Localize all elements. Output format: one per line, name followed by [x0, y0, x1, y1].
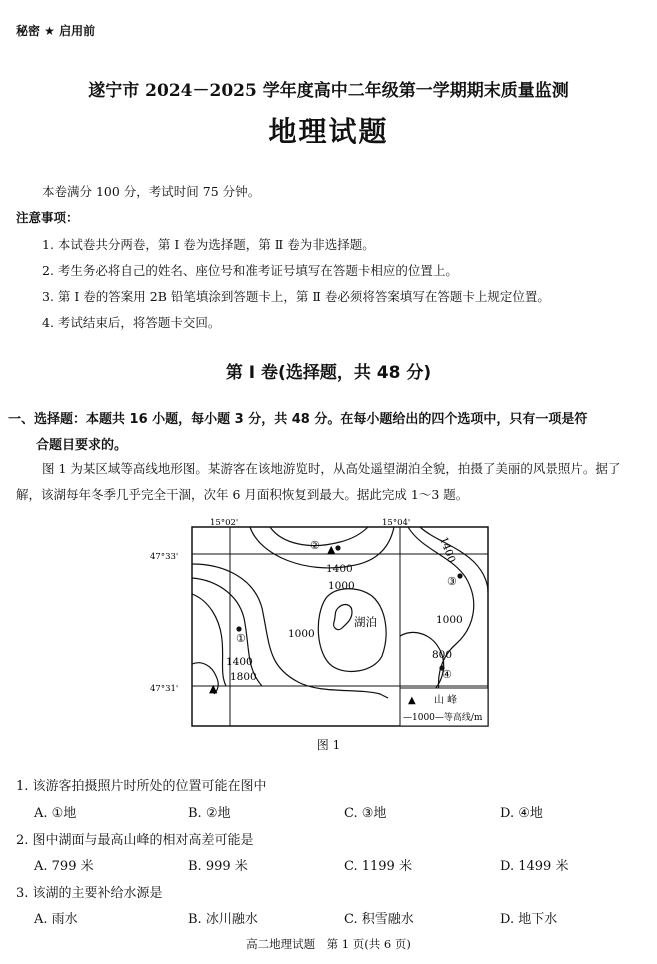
section-instruction-cont: 合题目要求的。	[36, 438, 128, 453]
question-option: A. ①地	[34, 806, 77, 821]
note-item: 4. 考试结束后，将答题卡交回。	[42, 315, 221, 330]
contour-label: 1400	[437, 535, 458, 565]
page-footer: 高二地理试题 第 1 页(共 6 页)	[246, 937, 411, 951]
legend-peak-symbol: ▲	[408, 695, 416, 706]
question-option: D. ④地	[500, 806, 543, 821]
location-point	[457, 573, 462, 578]
contour-label: 1000	[436, 614, 463, 626]
legend-contour-label: —1000—等高线/m	[403, 713, 483, 723]
lake-shape	[334, 605, 352, 630]
contour-label: 1000	[288, 628, 315, 640]
question-option: B. 999 米	[188, 859, 248, 874]
point-label: ②	[310, 539, 320, 552]
question-stem: 2. 图中湖面与最高山峰的相对高差可能是	[16, 833, 254, 848]
location-point	[335, 545, 340, 550]
score-time-note: 本卷满分 100 分，考试时间 75 分钟。	[42, 184, 261, 199]
location-point	[236, 626, 241, 631]
note-item: 2. 考生务必将自己的姓名、座位号和准考证号填写在答题卡相应的位置上。	[42, 263, 458, 278]
contour-line	[192, 578, 262, 686]
question-option: D. 1499 米	[500, 859, 569, 874]
contour-label: 1400	[326, 563, 353, 575]
question-option: C. ③地	[344, 806, 387, 821]
question-option: C. 1199 米	[344, 859, 412, 874]
confidential-label: 秘密 ★ 启用前	[16, 24, 96, 38]
point-label: ①	[236, 632, 246, 645]
note-item: 3. 第 Ⅰ 卷的答案用 2B 铅笔填涂到答题卡上，第 Ⅱ 卷必须将答案填写在答题卡上规定位置。	[42, 289, 550, 304]
latitude-label: 47°31'	[150, 684, 179, 694]
point-label: ④	[442, 668, 452, 681]
subject-title: 地理试题	[268, 115, 389, 148]
longitude-label: 15°02'	[210, 518, 239, 528]
point-label: ③	[447, 575, 457, 588]
mountain-peak-icon: ▲	[327, 543, 336, 556]
question-option: D. 地下水	[500, 912, 558, 927]
question-option: B. ②地	[188, 806, 231, 821]
question-option: C. 积雪融水	[344, 912, 414, 927]
contour-line	[250, 527, 394, 568]
question-option: B. 冰川融水	[188, 912, 258, 927]
question-stem: 3. 该湖的主要补给水源是	[16, 886, 163, 901]
longitude-label: 15°04'	[382, 518, 411, 528]
contour-label: 800	[432, 649, 453, 661]
note-item: 1. 本试卷共分两卷，第 Ⅰ 卷为选择题，第 Ⅱ 卷为非选择题。	[42, 237, 375, 252]
question-option: A. 雨水	[34, 912, 78, 927]
contour-label: 1400	[226, 656, 253, 668]
question-stem: 1. 该游客拍摄照片时所处的位置可能在图中	[16, 779, 267, 794]
legend-peak-label: 山 峰	[434, 695, 458, 706]
notes-heading: 注意事项：	[16, 210, 79, 225]
contour-label: 1800	[230, 671, 257, 683]
section-instruction: 一、选择题：本题共 16 小题，每小题 3 分，共 48 分。在每小题给出的四个选项中，只有一项是符	[8, 412, 588, 427]
material-paragraph: 图 1 为某区域等高线地形图。某游客在该地游览时，从高处遥望湖泊全貌，拍摄了美丽的风景照片。据了解，该湖每年冬季几乎完全干涸，次年 6 月面积恢复到最大。据此完成 1～3 题。	[16, 461, 621, 502]
contour-label: 1000	[328, 580, 355, 592]
contour-line	[318, 589, 386, 672]
latitude-label: 47°33'	[150, 552, 179, 562]
section-heading: 第 Ⅰ 卷(选择题，共 48 分)	[225, 363, 432, 383]
contour-line	[192, 594, 226, 686]
figure-caption: 图 1	[316, 738, 341, 752]
lake-label: 湖泊	[354, 615, 377, 629]
mountain-peak-icon: ▲	[209, 682, 218, 695]
contour-map	[150, 516, 500, 742]
contour-line	[400, 632, 444, 694]
exam-title: 遂宁市 2024－2025 学年度高中二年级第一学期期末质量监测	[88, 81, 569, 101]
question-option: A. 799 米	[34, 859, 94, 874]
